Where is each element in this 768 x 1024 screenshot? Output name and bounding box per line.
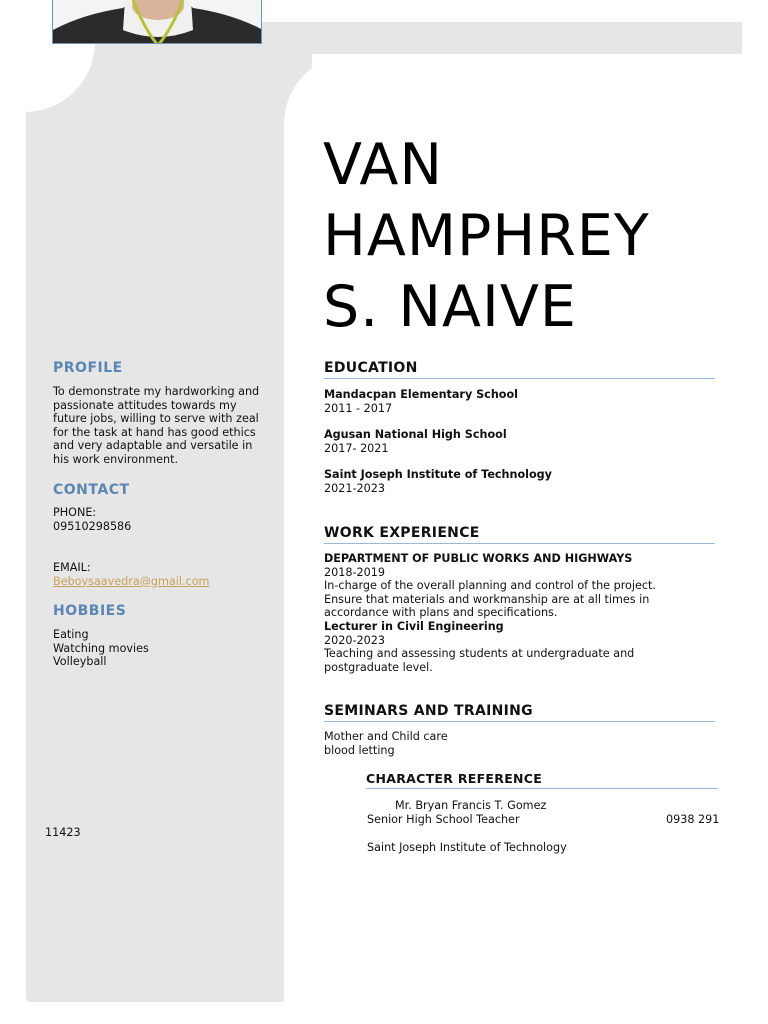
profile-text — [53, 385, 278, 467]
name-line: VAN — [323, 132, 443, 198]
school-years: 2021-2023 — [324, 481, 385, 495]
seminars-list — [324, 730, 724, 757]
seminars-heading: SEMINARS AND TRAINING — [324, 703, 715, 722]
job-years: 2020-2023 — [324, 633, 385, 647]
phone-value: 09510298586 — [53, 519, 132, 533]
profile-line: for the task at hand has good ethics — [53, 425, 256, 439]
seminar-item: Mother and Child care — [324, 730, 448, 743]
reference-name: Mr. Bryan Francis T. Gomez — [395, 799, 547, 812]
contact-email — [53, 561, 278, 588]
job-desc-line: In-charge of the overall planning and control of the project. — [324, 579, 656, 593]
person-photo-icon — [53, 0, 262, 44]
profile-photo — [52, 0, 262, 44]
education-heading: EDUCATION — [324, 360, 715, 379]
email-link[interactable]: Beboysaavedra@gmail.com — [53, 574, 210, 588]
job-title: Lecturer in Civil Engineering — [324, 619, 504, 633]
email-label: EMAIL: — [53, 561, 91, 574]
profile-line: and very adaptable and versatile in — [53, 439, 253, 453]
reference-heading: CHARACTER REFERENCE — [366, 771, 718, 789]
work-heading: WORK EXPERIENCE — [324, 525, 715, 544]
name-line: HAMPHREY — [323, 203, 650, 269]
job-years: 2018-2019 — [324, 565, 385, 579]
education-entry — [324, 468, 724, 495]
education-entry — [324, 388, 724, 415]
hobby-item: Watching movies — [53, 641, 149, 655]
hobbies-heading: HOBBIES — [53, 603, 127, 619]
school-name: Agusan National High School — [324, 428, 507, 441]
work-entry — [324, 552, 724, 674]
hobbies-list — [53, 628, 278, 669]
profile-line: To demonstrate my hardworking and — [53, 385, 260, 398]
school-years: 2017- 2021 — [324, 441, 389, 455]
job-desc-line: Ensure that materials and workmanship are at all times in — [324, 592, 650, 606]
side-number: 11423 — [45, 826, 81, 839]
reference-phone: 0938 291 — [666, 813, 720, 826]
profile-line: passionate attitudes towards my — [53, 398, 237, 412]
profile-line: future jobs, willing to serve with zeal — [53, 412, 259, 426]
phone-label: PHONE: — [53, 506, 97, 519]
job-desc-line: postgraduate level. — [324, 660, 433, 674]
reference-position: Senior High School Teacher — [367, 813, 520, 826]
education-entry — [324, 428, 724, 455]
job-title: DEPARTMENT OF PUBLIC WORKS AND HIGHWAYS — [324, 552, 633, 565]
hobby-item: Eating — [53, 628, 89, 641]
name-line: S. NAIVE — [323, 274, 577, 340]
seminar-item: blood letting — [324, 743, 395, 757]
profile-heading: PROFILE — [53, 360, 123, 376]
hobby-item: Volleyball — [53, 655, 107, 669]
contact-phone — [53, 506, 278, 533]
profile-line: his work environment. — [53, 452, 179, 466]
job-desc-line: accordance with plans and specifications. — [324, 606, 558, 620]
school-name: Saint Joseph Institute of Technology — [324, 468, 552, 481]
school-years: 2011 - 2017 — [324, 401, 393, 415]
school-name: Mandacpan Elementary School — [324, 388, 518, 401]
reference-institution: Saint Joseph Institute of Technology — [367, 841, 567, 854]
contact-heading: CONTACT — [53, 482, 130, 498]
full-name — [323, 130, 743, 343]
job-desc-line: Teaching and assessing students at undergraduate and — [324, 647, 635, 661]
